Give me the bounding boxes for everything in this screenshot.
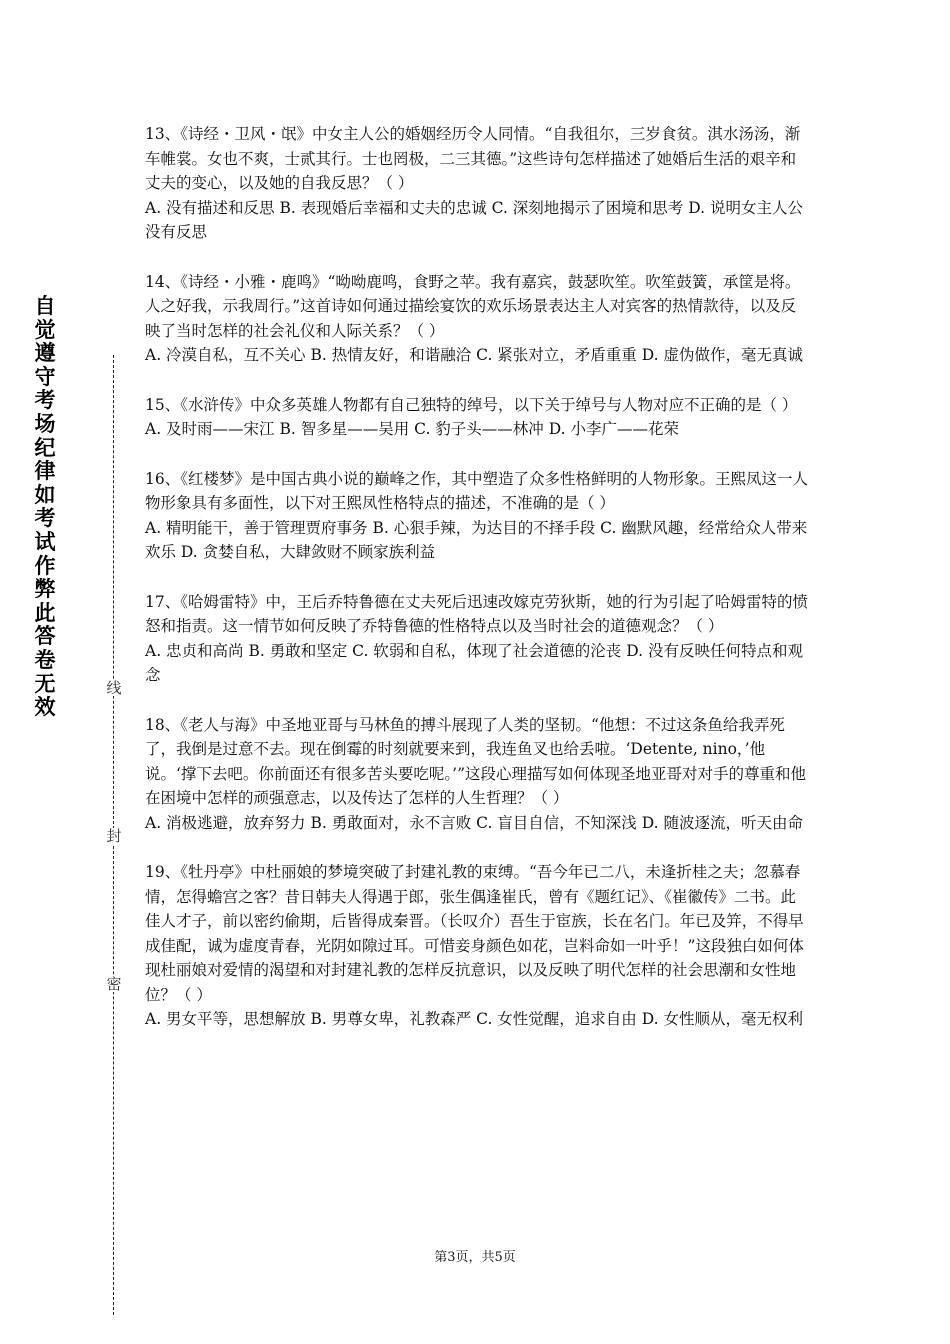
side-note-char: 考 [34,388,56,413]
question-13 [145,122,810,245]
side-note-char: 守 [34,364,56,389]
question-19 [145,860,810,1032]
side-note-char: 试 [34,529,56,554]
binding-label-line: 线 [106,679,122,697]
side-note-char: 遵 [34,341,56,366]
side-note-char: 考 [34,506,56,531]
side-note-char: 纪 [34,435,56,460]
question-stem: 17、《哈姆雷特》中，王后乔特鲁德在丈夫死后迅速改嫁克劳狄斯，她的行为引起了哈姆雷特的愤怒和指责。这一情节如何反映了乔特鲁德的性格特点以及当时社会的道德观念？（ ） [145,592,808,635]
question-list [145,122,810,1057]
question-stem: 16、《红楼梦》是中国古典小说的巅峰之作，其中塑造了众多性格鲜明的人物形象。王熙凤这一人物形象具有多面性，以下对王熙凤性格特点的描述，不准确的是（ ） [145,469,808,512]
side-note-char: 弊 [34,577,56,602]
side-note-char: 效 [34,695,56,720]
question-options: A. 消极逃避，放弃努力 B. 勇敢面对，永不言败 C. 盲目自信，不知深浅 D. 随波逐流，听天由命 [145,813,803,832]
question-stem: 19、《牡丹亭》中杜丽娘的梦境突破了封建礼教的束缚。“吾今年已二八，未逢折桂之夫；忽慕春情，怎得蟾宫之客？昔日韩夫人得遇于郎，张生偶逢崔氏，曾有《题红记》、《崔徽传》二书。此佳人才子，前以密约偷期，后皆得成秦晋。（长叹介）吾生于宦族，长在名门。年已及笄，不得早成佳配，诚为虚度青春，光阴如隙过耳。可惜妾身颜色如花，岂料命如一叶乎！”这段独白如何体现杜丽娘对爱情的渴望和对封建礼教的怎样反抗意识，以及反映了明代怎样的社会思潮和女性地位？（ ） [145,863,804,1004]
question-options: A. 没有描述和反思 B. 表现婚后幸福和丈夫的忠诚 C. 深刻地揭示了困境和思考 D. 说明女主人公没有反思 [145,198,803,241]
page-number: 第3页，共5页 [434,1250,516,1265]
question-options: A. 冷漠自私，互不关心 B. 热情友好，和谐融洽 C. 紧张对立，矛盾重重 D. 虚伪做作，毫无真诚 [145,346,803,364]
side-note-char: 无 [34,671,56,696]
question-options: A. 忠贞和高尚 B. 勇敢和坚定 C. 软弱和自私，体现了社会道德的沦丧 D. 没有反映任何特点和观念 [145,641,803,684]
question-15 [145,393,810,442]
question-14 [145,270,810,368]
question-stem: 15、《水浒传》中众多英雄人物都有自己独特的绰号，以下关于绰号与人物对应不正确的是（ ） [145,395,798,414]
side-note-char: 觉 [34,317,56,342]
side-note-char: 场 [34,411,56,436]
question-stem: 18、《老人与海》中圣地亚哥与马林鱼的搏斗展现了人类的坚韧。“他想：不过这条鱼给我弄死了，我倒是过意不去。现在倒霉的时刻就要来到，我连鱼叉也给丢啦。‘Detente, nino，’他说。‘撑下去吧。你前面还有很多苦头要吃呢。’”这段心理描写如何体现圣地亚哥对对手的尊重和他在困境中怎样的顽强意志，以及传达了怎样的人生哲理？（ ） [145,715,807,807]
side-note-char: 如 [34,482,56,507]
question-stem: 13、《诗经・卫风・氓》中女主人公的婚姻经历令人同情。“自我徂尔，三岁食贫。淇水汤汤，渐车帷裳。女也不爽，士贰其行。士也罔极，二三其德。”这些诗句怎样描述了她婚后生活的艰辛和丈夫的变心，以及她的自我反思？（ ） [145,125,801,192]
exam-rule-vertical-note [33,295,57,720]
binding-label-secret: 密 [106,975,122,993]
question-options: A. 男女平等，思想解放 B. 男尊女卑，礼教森严 C. 女性觉醒，追求自由 D. 女性顺从，毫无权利 [145,1010,803,1028]
question-options: A. 及时雨——宋江 B. 智多星——吴用 C. 豹子头——林冲 D. 小李广——花荣 [145,420,679,438]
question-17 [145,590,810,688]
side-note-char: 此 [34,600,56,625]
binding-label-seal: 封 [106,827,122,845]
side-note-char: 卷 [34,647,56,672]
question-16 [145,467,810,565]
question-stem: 14、《诗经・小雅・鹿鸣》“呦呦鹿鸣，食野之苹。我有嘉宾，鼓瑟吹笙。吹笙鼓簧，承筐是将。人之好我，示我周行。”这首诗如何通过描绘宴饮的欢乐场景表达主人对宾客的热情款待，以及反映了当时怎样的社会礼仪和人际关系？（ ） [145,272,801,340]
side-note-char: 律 [34,459,56,484]
question-options: A. 精明能干，善于管理贾府事务 B. 心狠手辣，为达目的不择手段 C. 幽默风趣，经常给众人带来欢乐 D. 贪婪自私，大肆敛财不顾家族利益 [145,518,808,561]
side-note-char: 自 [34,294,56,318]
side-note-char: 作 [34,553,56,578]
side-note-char: 答 [34,624,56,649]
question-18 [145,713,810,836]
